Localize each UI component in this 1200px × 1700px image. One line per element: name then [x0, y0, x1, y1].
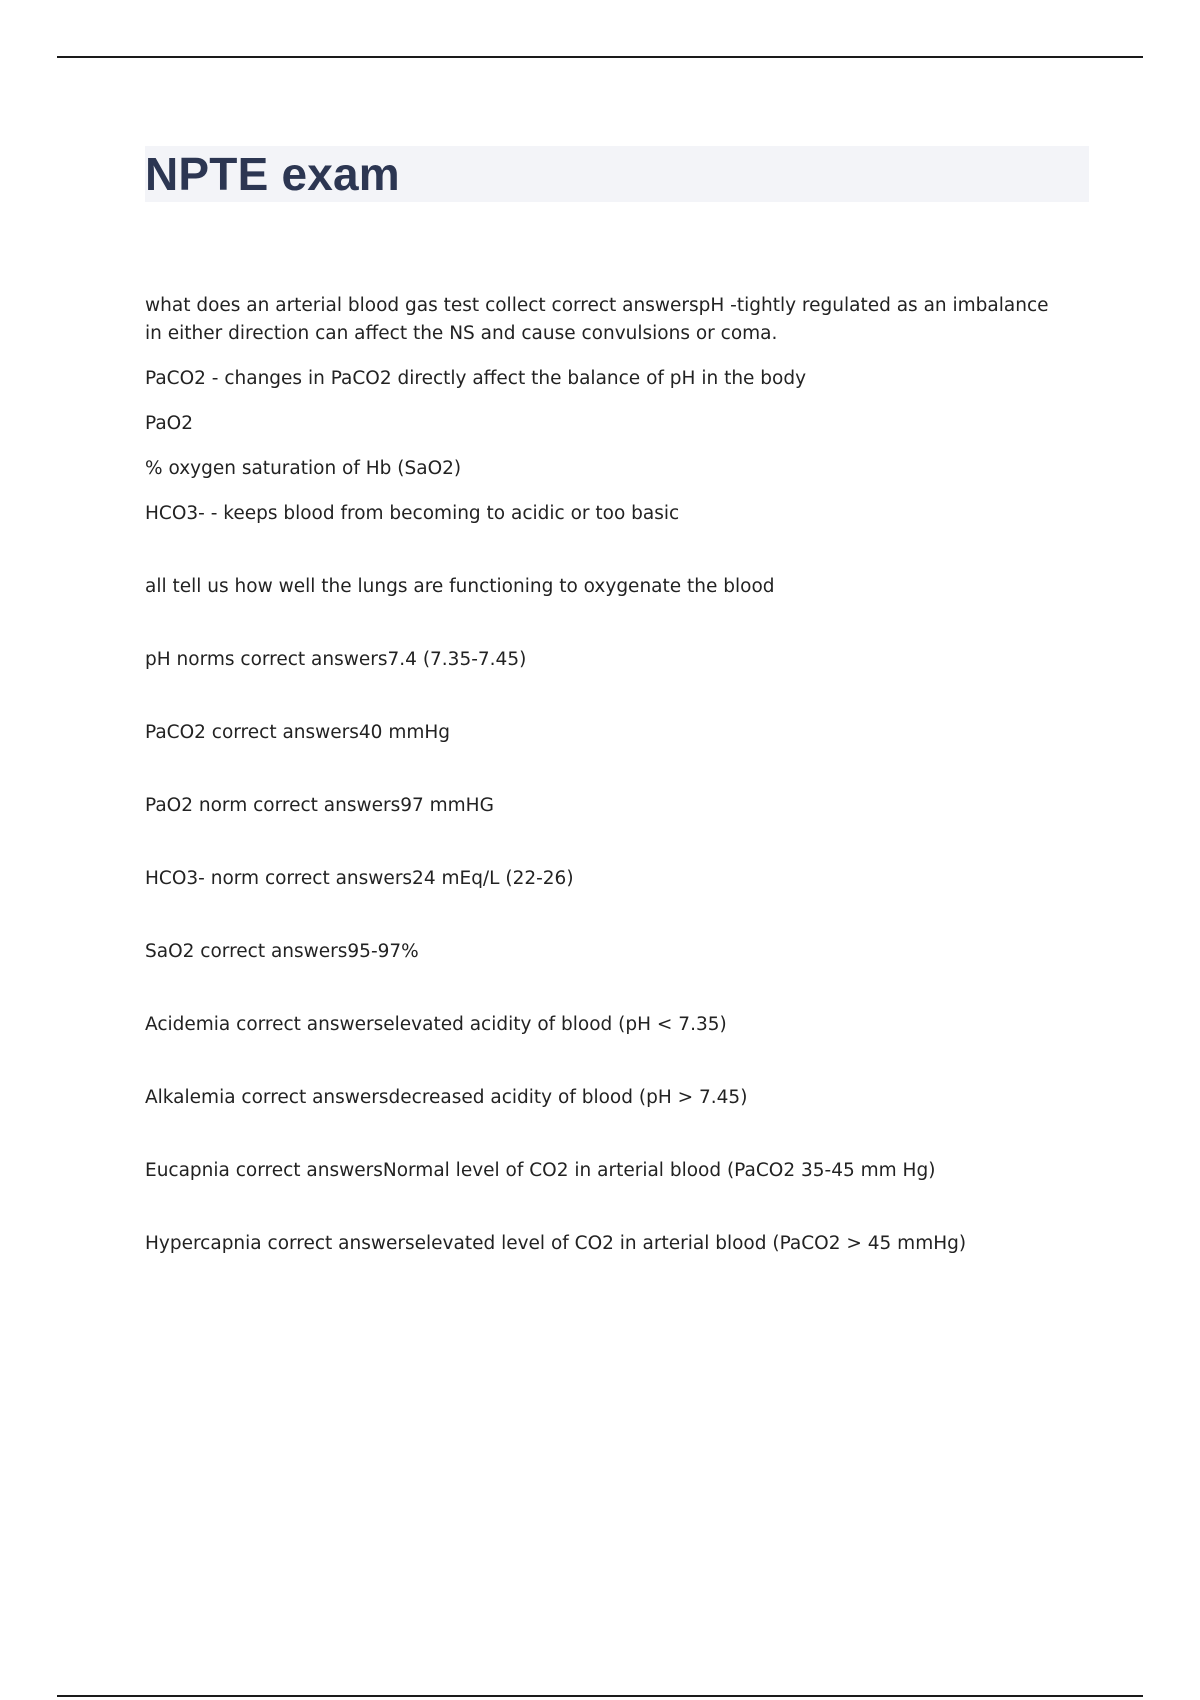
document-body — [145, 292, 1060, 1275]
hypercapnia-entry: Hypercapnia correct answerselevated level of CO2 in arterial blood (PaCO2 > 45 mmHg) — [145, 1233, 967, 1254]
sao2-norm-entry: SaO2 correct answers95-97% — [145, 941, 419, 962]
abg-question-paragraph: what does an arterial blood gas test collect correct answerspH -tightly regulated as an imbalance in either direction can affect the NS and cause convulsions or coma. — [145, 295, 1049, 344]
page-title: NPTE exam — [145, 148, 400, 200]
eucapnia-entry: Eucapnia correct answersNormal level of CO2 in arterial blood (PaCO2 35-45 mm Hg) — [145, 1160, 936, 1181]
hco3-norm-entry: HCO3- norm correct answers24 mEq/L (22-26) — [145, 868, 574, 889]
pao2-norm-entry: PaO2 norm correct answers97 mmHG — [145, 795, 494, 816]
acidemia-entry: Acidemia correct answerselevated acidity of blood (pH < 7.35) — [145, 1014, 727, 1035]
sao2-line: % oxygen saturation of Hb (SaO2) — [145, 458, 462, 479]
top-rule — [57, 56, 1143, 58]
alkalemia-entry: Alkalemia correct answersdecreased acidity of blood (pH > 7.45) — [145, 1087, 748, 1108]
hco3-line: HCO3- - keeps blood from becoming to acidic or too basic — [145, 503, 680, 524]
bottom-rule — [57, 1695, 1143, 1697]
ph-norms-entry: pH norms correct answers7.4 (7.35-7.45) — [145, 649, 527, 670]
paco2-norm-entry: PaCO2 correct answers40 mmHg — [145, 722, 451, 743]
paco2-line: PaCO2 - changes in PaCO2 directly affect the balance of pH in the body — [145, 368, 807, 389]
lungs-function-line: all tell us how well the lungs are functioning to oxygenate the blood — [145, 576, 775, 597]
pao2-line: PaO2 — [145, 413, 193, 434]
